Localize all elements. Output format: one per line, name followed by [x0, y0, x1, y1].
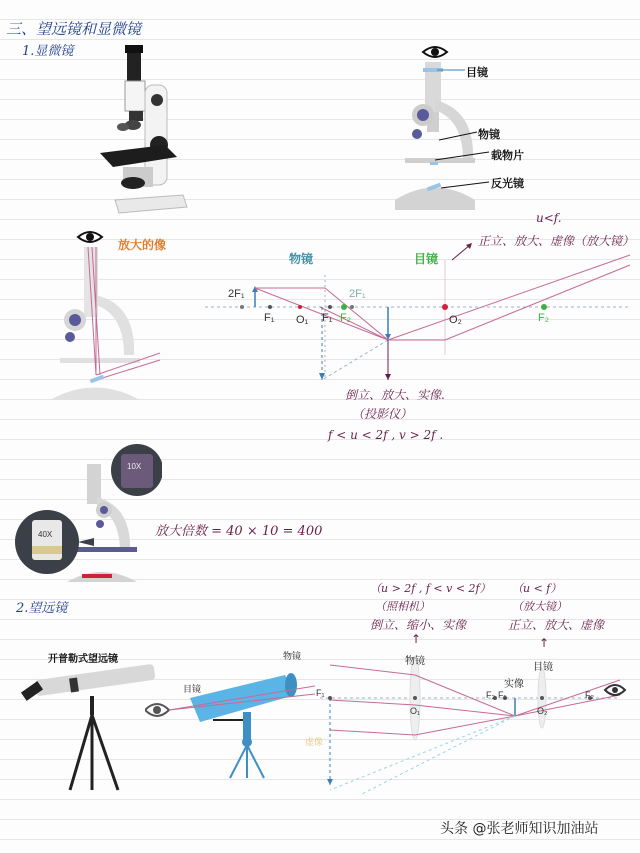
diagram2-title-objective: 物镜 — [405, 656, 425, 667]
telescope-schematic — [145, 650, 315, 790]
note-magnifier-cond: （u < f） — [512, 582, 562, 595]
diagram2-title-real-image: 实像 — [504, 679, 524, 690]
telescope-photo — [10, 660, 160, 795]
note-reduced-real: 倒立、缩小、实像 — [370, 618, 467, 632]
note-camera: （照相机） — [375, 600, 430, 613]
arrow-up-left: ↑ — [411, 632, 422, 646]
point-2f1-right: 2F₁ — [349, 288, 366, 300]
diagram1-title-eyepiece: 目镜 — [414, 252, 439, 266]
ray-diagram-microscope — [200, 240, 640, 440]
label-stage: 载物片 — [491, 150, 524, 162]
point-2f1-left: 2F₁ — [228, 288, 245, 300]
footer-watermark: 头条 @张老师知识加油站 — [440, 821, 599, 837]
badge-40x: 40X — [38, 530, 53, 539]
subsection-microscope: 1.显微镜 — [22, 44, 74, 59]
note-real-image: 倒立、放大、实像. — [345, 388, 445, 402]
diagram1-title-objective: 物镜 — [289, 252, 314, 266]
ray-diagram-telescope — [300, 650, 635, 795]
subsection-telescope: 2.望远镜 — [16, 601, 68, 616]
point-f2-right: F₂ — [538, 312, 549, 324]
point-o2: O₂ — [449, 314, 462, 326]
microscope-illustration — [95, 45, 195, 220]
badge-10x: 10X — [127, 462, 142, 471]
label-eyepiece: 目镜 — [466, 67, 488, 79]
point-f1-right: F₁ — [322, 312, 333, 324]
label-mirror: 反光镜 — [491, 178, 524, 190]
note-enlarged-virtual: 正立、放大、虚像 — [508, 618, 605, 632]
note-condition: f < u < 2f , v > 2f . — [328, 428, 444, 442]
note-virtual-image: 正立、放大、虚像（放大镜） — [478, 234, 635, 248]
telescope-label-eyepiece: 目镜 — [183, 684, 202, 694]
point-d2-f1: F₁ — [498, 690, 507, 700]
point-o1: O₁ — [296, 314, 309, 326]
point-d2-f2b: F₂ — [585, 690, 594, 700]
point-d2-f2: F₂ — [486, 690, 495, 700]
telescope-virtual-image: 虚像 — [305, 737, 324, 747]
point-d2-o1: O₁ — [410, 706, 421, 716]
section-title: 三、望远镜和显微镜 — [6, 20, 142, 38]
note-magnifier: （放大镜） — [512, 600, 567, 613]
note-u-less-f: u<f. — [536, 211, 562, 225]
point-d2-o2: O₂ — [537, 706, 548, 716]
telescope-name: 开普勒式望远镜 — [48, 654, 118, 665]
point-f2-left: F₂ — [340, 312, 351, 324]
magnification-formula: 放大倍数 = 40 × 10 = 400 — [155, 524, 323, 539]
point-f1-left: F₁ — [264, 312, 275, 324]
telescope-label-objective: 物镜 — [283, 651, 302, 661]
diagram2-title-eyepiece: 目镜 — [533, 662, 553, 673]
magnified-image-label: 放大的像 — [118, 238, 167, 252]
point-tel-f1: F₁ — [316, 688, 325, 698]
note-camera-cond: （u > 2f , f < v < 2f） — [370, 582, 491, 595]
arrow-up-right: ↑ — [539, 636, 550, 650]
label-objective: 物镜 — [478, 129, 500, 141]
note-projector: （投影仪） — [352, 407, 413, 421]
